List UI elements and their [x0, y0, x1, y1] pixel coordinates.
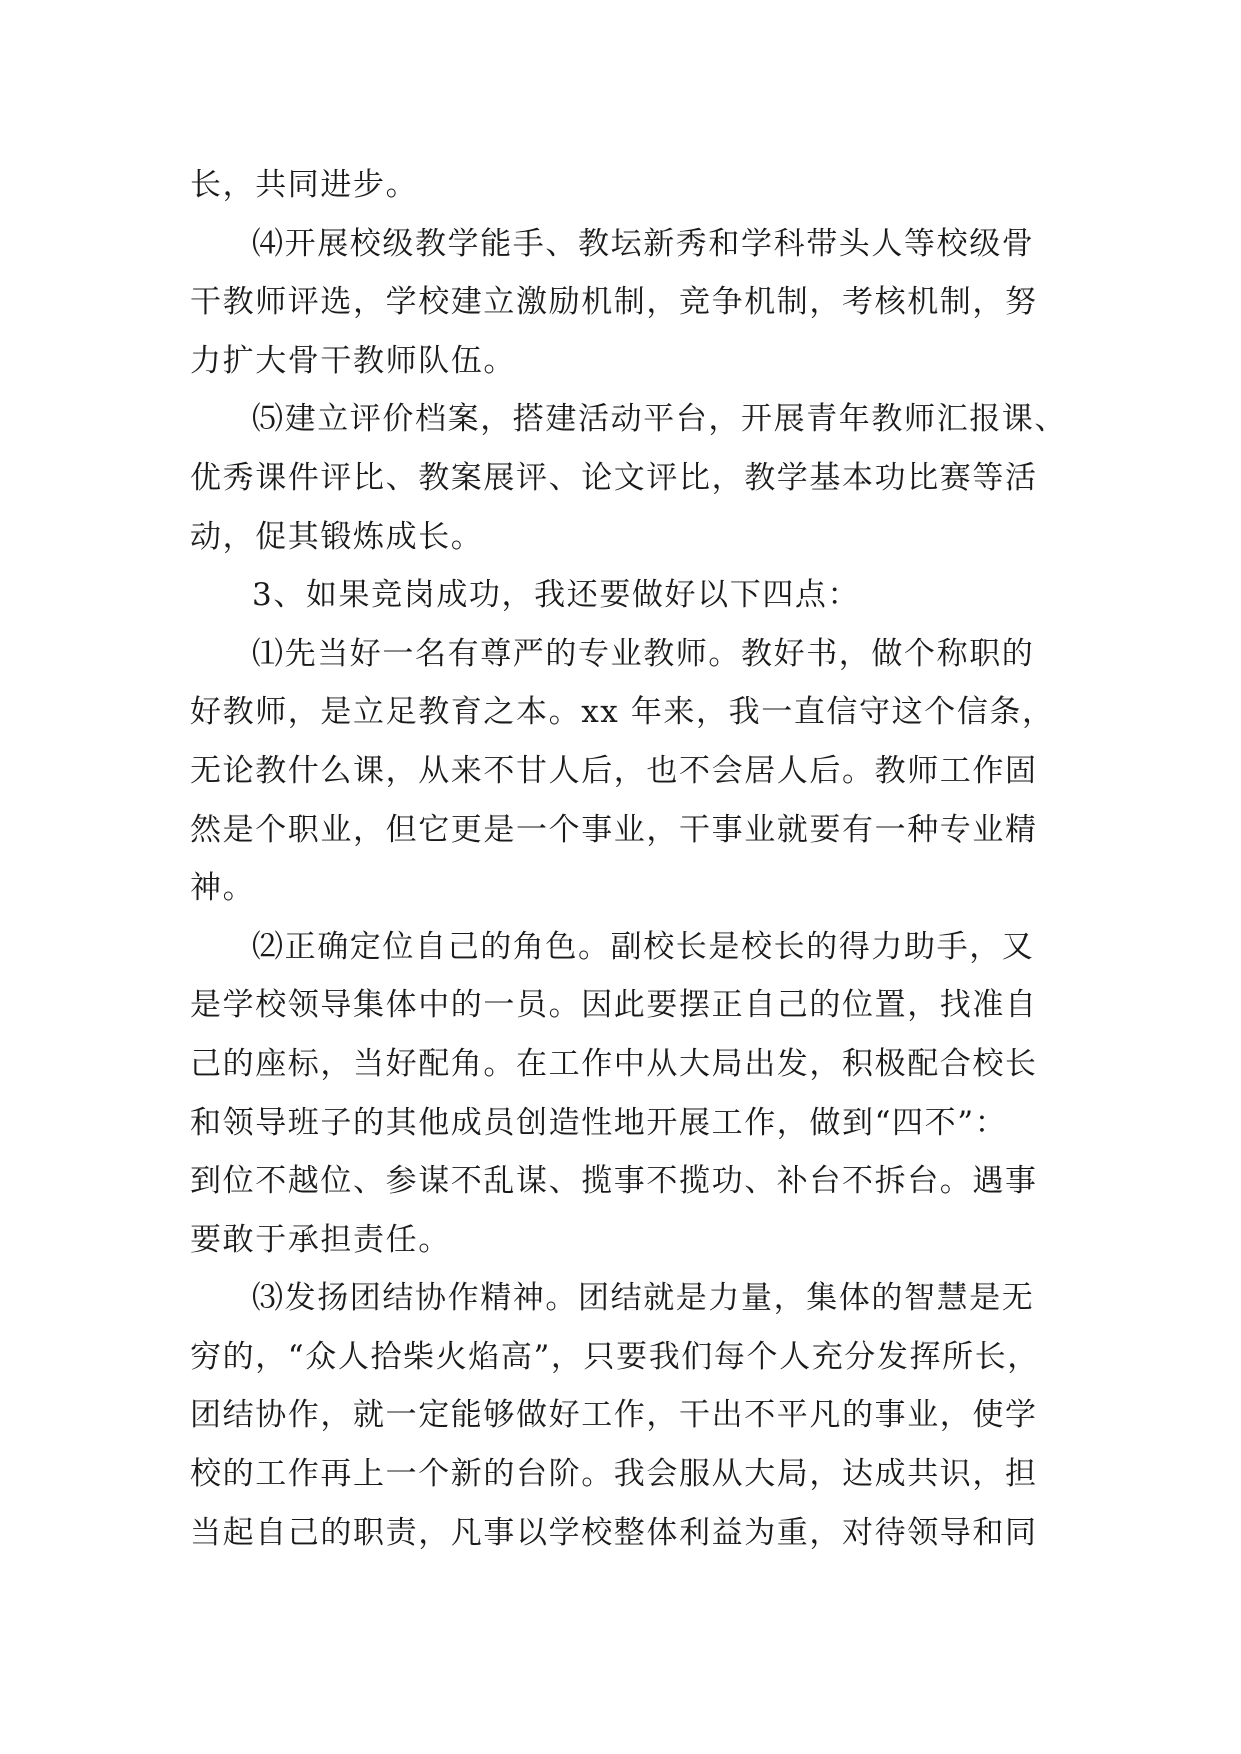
text-line: 然是个职业，但它更是一个事业，干事业就要有一种专业精 [190, 811, 1038, 848]
text-line: 力扩大骨干教师队伍。 [190, 342, 516, 379]
text-line: 团结协作，就一定能够做好工作，干出不平凡的事业，使学 [190, 1397, 1038, 1434]
text-line: 优秀课件评比、教案展评、论文评比，教学基本功比赛等活 [190, 459, 1038, 496]
text-line: 无论教什么课，从来不甘人后，也不会居人后。教师工作固 [190, 752, 1038, 789]
text-line: 好教师，是立足教育之本。xx 年来，我一直信守这个信条， [190, 694, 1055, 731]
text-line: 当起自己的职责，凡事以学校整体利益为重，对待领导和同 [190, 1514, 1038, 1551]
text-line: 穷的，“众人拾柴火焰高”，只要我们每个人充分发挥所长， [190, 1338, 1040, 1375]
text-line: ⑵正确定位自己的角色。副校长是校长的得力助手，又 [252, 928, 1035, 965]
text-line: 是学校领导集体中的一员。因此要摆正自己的位置，找准自 [190, 987, 1038, 1024]
text-line: ⑴先当好一名有尊严的专业教师。教好书，做个称职的 [252, 635, 1035, 672]
text-line: 要敢于承担责任。 [190, 1221, 451, 1258]
text-line: ⑸建立评价档案，搭建活动平台，开展青年教师汇报课、 [252, 401, 1067, 438]
text-line: 动，促其锻炼成长。 [190, 518, 484, 555]
text-line: 长，共同进步。 [190, 167, 419, 203]
text-line: 神。 [190, 870, 256, 907]
text-line: ⑷开展校级教学能手、教坛新秀和学科带头人等校级骨 [252, 225, 1035, 262]
section-heading: 3、如果竞岗成功，我还要做好以下四点： [252, 577, 861, 614]
text-line: 己的座标，当好配角。在工作中从大局出发，积极配合校长 [190, 1045, 1038, 1082]
text-line: 校的工作再上一个新的台阶。我会服从大局，达成共识，担 [190, 1456, 1038, 1493]
text-line: 干教师评选，学校建立激励机制，竞争机制，考核机制，努 [190, 284, 1038, 321]
text-line: 和领导班子的其他成员创造性地开展工作，做到“四不”： [190, 1104, 1008, 1141]
document-body [190, 156, 1067, 1562]
text-line: 到位不越位、参谋不乱谋、揽事不揽功、补台不拆台。遇事 [190, 1163, 1038, 1200]
text-line: ⑶发扬团结协作精神。团结就是力量，集体的智慧是无 [252, 1280, 1035, 1317]
